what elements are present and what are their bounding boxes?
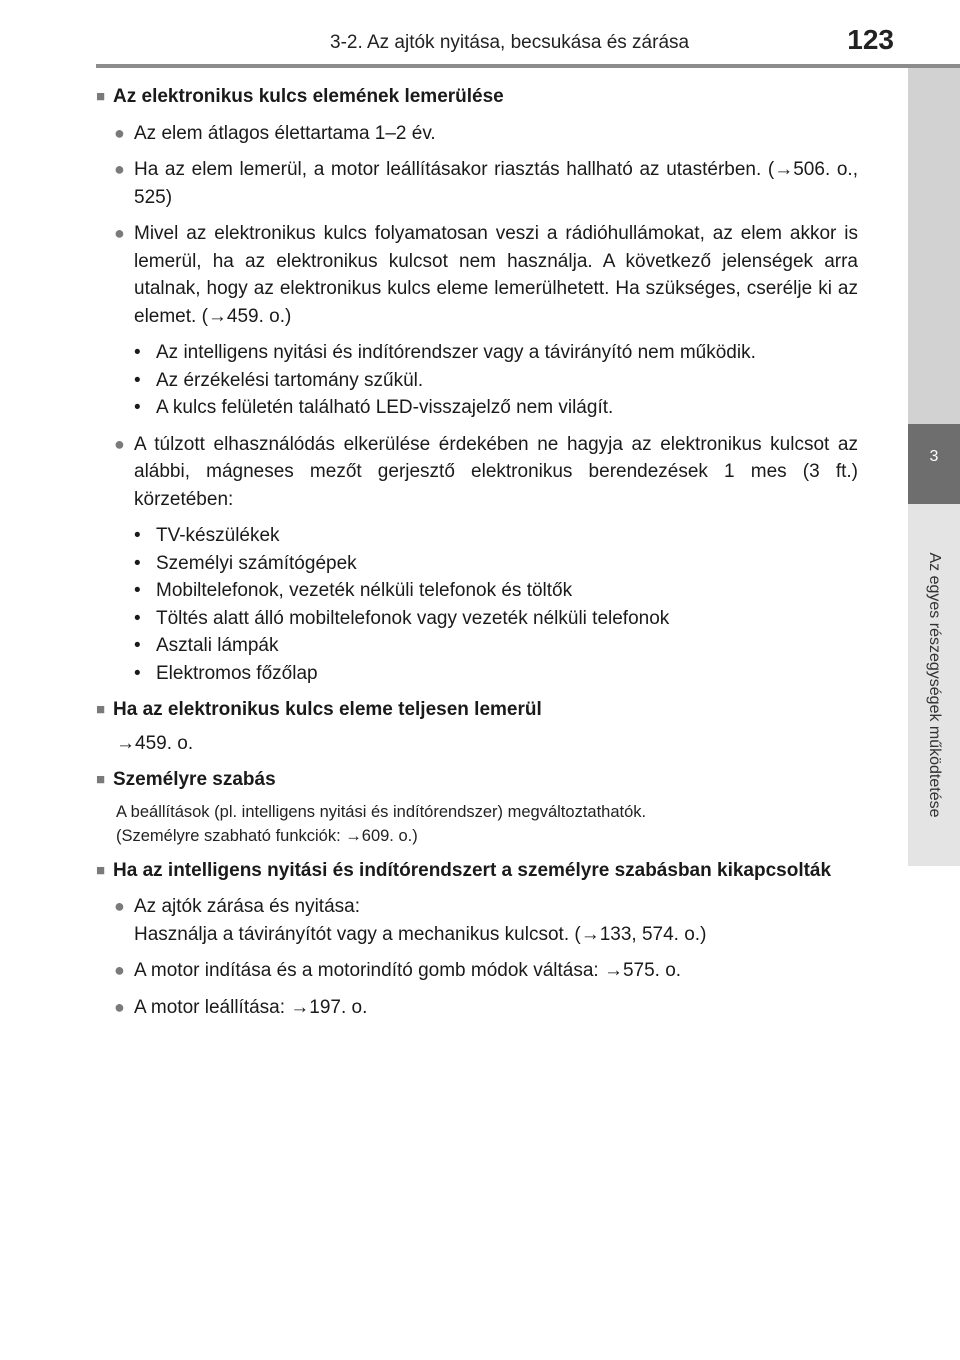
page-reference: →459. o. <box>116 732 194 754</box>
list-item: ● A motor indítása és a motorindító gomb módok váltása: →575. o. <box>114 957 858 985</box>
list-item: ● Ha az elem lemerül, a motor leállításakor riasztás hallható az utastérben. (→506. o., 525) <box>114 156 858 211</box>
customization-note: A beállítások (pl. intelligens nyitási és indítórendszer) megváltoztathatók. (Személyre szabható funkciók: →609. o.) <box>116 802 647 845</box>
circle-bullet-icon: ● <box>114 159 125 179</box>
square-icon: ■ <box>96 701 106 718</box>
header-divider <box>96 64 960 68</box>
sub-list-item: • Személyi számítógépek <box>134 552 357 574</box>
sub-list-item: • TV-készülékek <box>134 525 280 546</box>
chapter-number: 3 <box>929 448 939 465</box>
page-content <box>96 74 858 1021</box>
sub-list-item: • Az intelligens nyitási és indítórendszer vagy a távirányító nem működik. <box>134 342 756 363</box>
sub-list-item: • Elektromos főzőlap <box>134 662 318 684</box>
circle-bullet-icon: ● <box>114 223 125 243</box>
list-item: ● A motor leállítása: →197. o. <box>114 994 858 1022</box>
chapter-title-tab <box>908 504 960 866</box>
circle-bullet-icon: ● <box>114 960 125 980</box>
square-icon: ■ <box>96 861 106 879</box>
section-heading: ■ Személyre szabás <box>96 766 858 794</box>
circle-bullet-icon: ● <box>114 122 125 143</box>
list-item: ● Az elem átlagos élettartama 1–2 év. <box>114 120 858 148</box>
section-heading: ■ Ha az elektronikus kulcs eleme teljesen lemerül <box>96 696 858 724</box>
section-heading: ■ Az elektronikus kulcs elemének lemerülése <box>96 83 858 111</box>
symptom-list <box>134 339 858 422</box>
list-item: ● Az ajtók zárása és nyitása: Használja a távirányítót vagy a mechanikus kulcsot. (→133, 574. o.) <box>114 893 858 948</box>
square-icon: ■ <box>96 88 106 105</box>
circle-bullet-icon: ● <box>114 433 125 454</box>
sub-list-item: • A kulcs felületén található LED-visszajelző nem világít. <box>134 397 614 418</box>
sub-list-item: • Az érzékelési tartomány szűkül. <box>134 369 424 391</box>
sub-list-item: • Töltés alatt álló mobiltelefonok vagy vezeték nélküli telefonok <box>134 607 670 629</box>
chapter-title: Az egyes részegységek működtetése <box>926 552 943 818</box>
list-item: ● Mivel az elektronikus kulcs folyamatosan veszi a rádióhullámokat, az elem akkor is lemerül, ha az elektronikus kulcsot nem használja. A következő jelenségek arra utalnak, hogy az elektronikus kulcs eleme lemerülhetett. Ha szükséges, cserélje ki az elemet. (→459. o.) <box>114 220 858 330</box>
device-list <box>134 522 858 687</box>
circle-bullet-icon: ● <box>114 896 125 916</box>
square-icon: ■ <box>96 771 106 788</box>
chapter-tab <box>908 424 960 504</box>
side-tab-upper <box>908 68 960 424</box>
sub-list-item: • Asztali lámpák <box>134 635 279 656</box>
page-number: 123 <box>847 24 894 55</box>
sub-list-item: • Mobiltelefonok, vezeték nélküli telefonok és töltők <box>134 580 573 601</box>
circle-bullet-icon: ● <box>114 996 125 1017</box>
section-heading: ■ Ha az intelligens nyitási és indítórendszert a személyre szabásban kikapcsolták <box>96 857 858 885</box>
list-item: ● A túlzott elhasználódás elkerülése érdekében ne hagyja az elektronikus kulcsot az alábbi, mágneses mezőt gerjesztő elektronikus berendezések 1 mes (3 ft.) körzetében: <box>114 431 858 514</box>
running-header: 3-2. Az ajtók nyitása, becsukása és zárása <box>330 32 690 53</box>
